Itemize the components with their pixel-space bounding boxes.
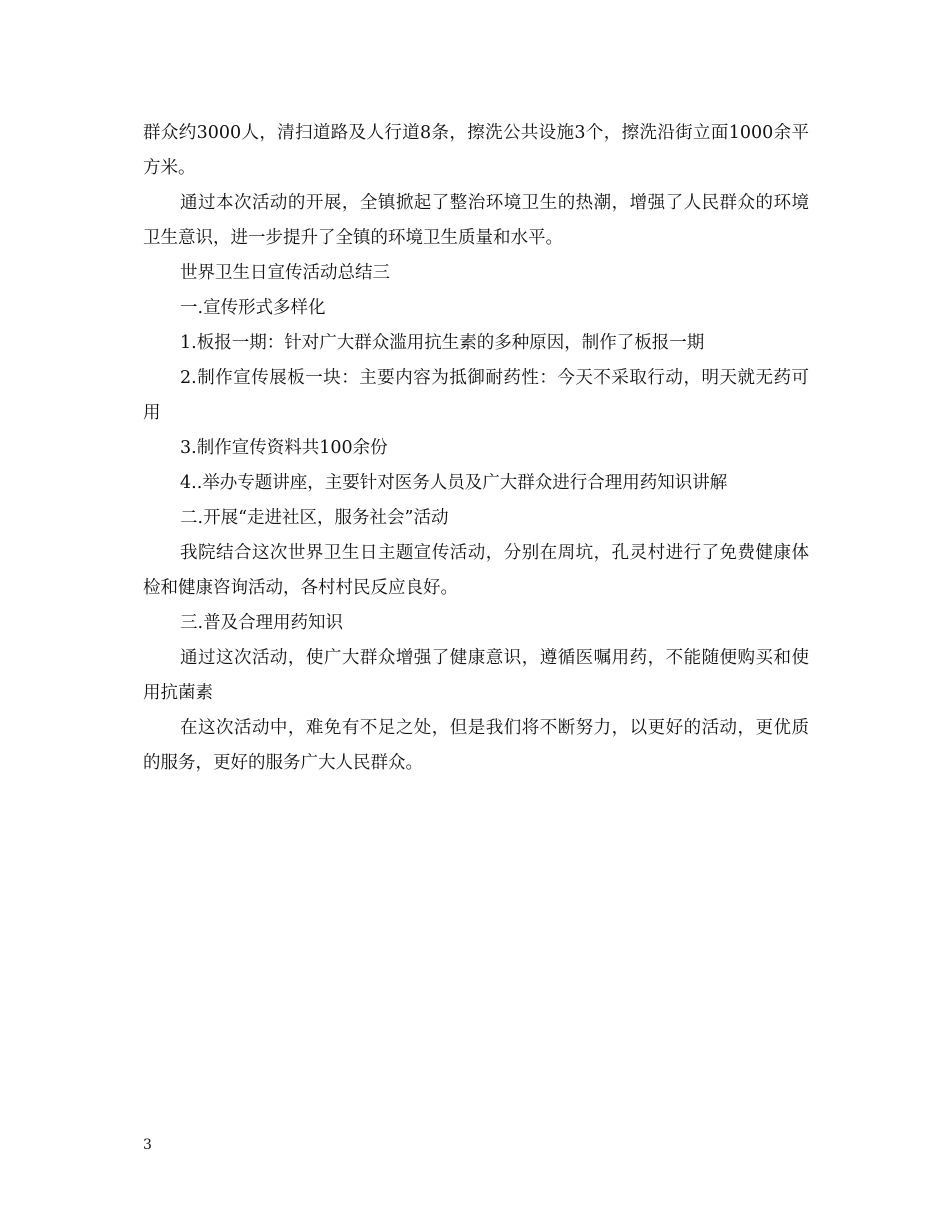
paragraph-awareness: 通过这次活动，使广大群众增强了健康意识，遵循医嘱用药，不能随便购买和使用抗菌素 bbox=[143, 648, 809, 703]
list-item-1: 1.板报一期：针对广大群众滥用抗生素的多种原因，制作了板报一期 bbox=[180, 333, 705, 353]
list-item-4: 4..举办专题讲座，主要针对医务人员及广大群众进行合理用药知识讲解 bbox=[180, 473, 728, 493]
heading-3: 三.普及合理用药知识 bbox=[180, 613, 344, 633]
document-body bbox=[143, 116, 809, 781]
heading-2: 二.开展“走进社区，服务社会”活动 bbox=[180, 508, 449, 528]
paragraph-summary: 通过本次活动的开展，全镇掀起了整治环境卫生的热潮，增强了人民群众的环境卫生意识，进一步提升了全镇的环境卫生质量和水平。 bbox=[143, 193, 809, 248]
section-title: 世界卫生日宣传活动总结三 bbox=[180, 263, 390, 283]
paragraph-community: 我院结合这次世界卫生日主题宣传活动，分别在周坑，孔灵村进行了免费健康体检和健康咨询活动，各村村民反应良好。 bbox=[143, 543, 809, 598]
heading-1: 一.宣传形式多样化 bbox=[180, 298, 326, 318]
page-number: 3 bbox=[143, 1137, 152, 1153]
paragraph-conclusion: 在这次活动中，难免有不足之处，但是我们将不断努力，以更好的活动，更优质的服务，更好的服务广大人民群众。 bbox=[143, 718, 809, 773]
list-item-2: 2.制作宣传展板一块：主要内容为抵御耐药性：今天不采取行动，明天就无药可用 bbox=[143, 368, 809, 423]
list-item-3: 3.制作宣传资料共100余份 bbox=[180, 438, 388, 458]
paragraph-continuation: 群众约3000人，清扫道路及人行道8条，擦洗公共设施3个，擦洗沿街立面1000余平方米。 bbox=[143, 123, 809, 178]
